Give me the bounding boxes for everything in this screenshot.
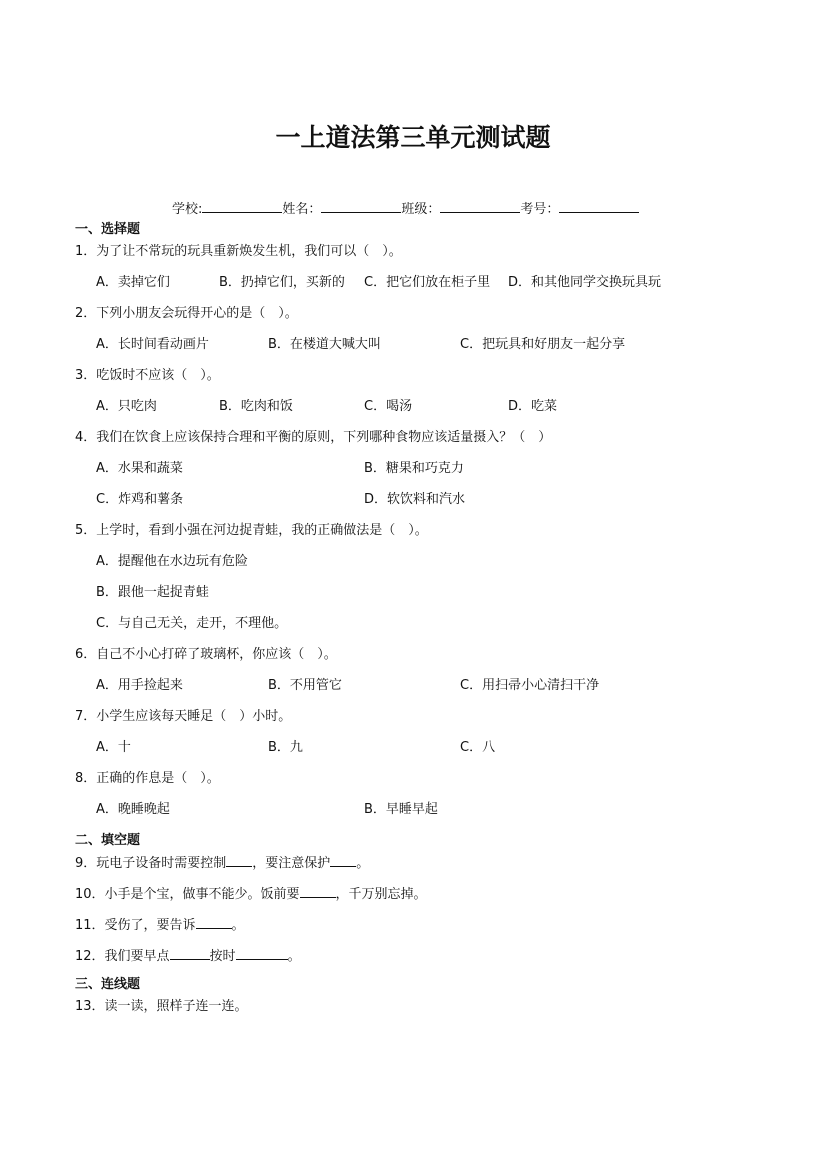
question-13: 13．读一读，照样子连一连。 bbox=[75, 999, 248, 1014]
answer-blank[interactable] bbox=[236, 946, 288, 960]
text: 按时 bbox=[209, 949, 236, 964]
option: C．把玩具和好朋友一起分享 bbox=[460, 337, 626, 352]
option: A．十 bbox=[96, 740, 131, 755]
option: B．跟他一起捉青蛙 bbox=[96, 585, 209, 600]
text: ，千万别忘掉。 bbox=[335, 887, 427, 902]
option: D．和其他同学交换玩具玩 bbox=[508, 275, 662, 290]
question-4: 4．我们在饮食上应该保持合理和平衡的原则，下列哪种食物应该适量摄入？（ ） bbox=[75, 430, 552, 445]
question-5: 5．上学时，看到小强在河边捉青蛙，我的正确做法是（ ）。 bbox=[75, 523, 428, 538]
option: C．用扫帚小心清扫干净 bbox=[460, 678, 600, 693]
option: B．在楼道大喊大叫 bbox=[268, 337, 381, 352]
question-8: 8．正确的作息是（ ）。 bbox=[75, 771, 220, 786]
class-field[interactable] bbox=[440, 199, 520, 213]
option: A．晚睡晚起 bbox=[96, 802, 170, 817]
option: A．提醒他在水边玩有危险 bbox=[96, 554, 248, 569]
text: 11．受伤了，要告诉 bbox=[75, 918, 196, 933]
option: B．不用管它 bbox=[268, 678, 342, 693]
answer-blank[interactable] bbox=[300, 884, 336, 898]
question-6: 6．自己不小心打碎了玻璃杯，你应该（ ）。 bbox=[75, 647, 337, 662]
exam-no-field[interactable] bbox=[559, 199, 639, 213]
school-label: 学校: bbox=[172, 202, 203, 217]
text: 12．我们要早点 bbox=[75, 949, 170, 964]
option: C．炸鸡和薯条 bbox=[96, 492, 184, 507]
option: A．只吃肉 bbox=[96, 399, 157, 414]
option: D．吃菜 bbox=[508, 399, 558, 414]
question-3: 3．吃饭时不应该（ ）。 bbox=[75, 368, 220, 383]
answer-blank[interactable] bbox=[330, 853, 356, 867]
name-label: 姓名： bbox=[282, 202, 322, 217]
section-heading: 二、填空题 bbox=[75, 833, 141, 848]
question-1: 1．为了让不常玩的玩具重新焕发生机，我们可以（ ）。 bbox=[75, 244, 402, 259]
option: A．长时间看动画片 bbox=[96, 337, 209, 352]
answer-blank[interactable] bbox=[170, 946, 210, 960]
question-7: 7．小学生应该每天睡足（ ）小时。 bbox=[75, 709, 292, 724]
option: C．八 bbox=[460, 740, 496, 755]
class-label: 班级： bbox=[401, 202, 441, 217]
option: C．把它们放在柜子里 bbox=[364, 275, 491, 290]
name-field[interactable] bbox=[321, 199, 401, 213]
question-12 bbox=[75, 946, 301, 966]
text: 10．小手是个宝，做事不能少。饭前要 bbox=[75, 887, 300, 902]
option: C．与自己无关，走开，不理他。 bbox=[96, 616, 288, 631]
text: 9．玩电子设备时需要控制 bbox=[75, 856, 227, 871]
option: D．软饮料和汽水 bbox=[364, 492, 466, 507]
option: C．喝汤 bbox=[364, 399, 413, 414]
option: B．早睡早起 bbox=[364, 802, 438, 817]
answer-blank[interactable] bbox=[196, 915, 232, 929]
school-field[interactable] bbox=[202, 199, 282, 213]
student-info-row bbox=[172, 199, 639, 219]
text: 。 bbox=[356, 856, 370, 871]
option: B．糖果和巧克力 bbox=[364, 461, 464, 476]
answer-blank[interactable] bbox=[226, 853, 252, 867]
option: B．扔掉它们，买新的 bbox=[219, 275, 345, 290]
option: A．用手捡起来 bbox=[96, 678, 183, 693]
option: B．吃肉和饭 bbox=[219, 399, 293, 414]
question-2: 2．下列小朋友会玩得开心的是（ ）。 bbox=[75, 306, 298, 321]
option: A．卖掉它们 bbox=[96, 275, 170, 290]
section-heading: 一、选择题 bbox=[75, 222, 141, 237]
option: B．九 bbox=[268, 740, 303, 755]
text: 。 bbox=[287, 949, 301, 964]
text: 。 bbox=[231, 918, 245, 933]
question-10 bbox=[75, 884, 427, 904]
section-heading: 三、连线题 bbox=[75, 977, 141, 992]
page-title: 一上道法第三单元测试题 bbox=[275, 123, 551, 152]
exam-no-label: 考号： bbox=[520, 202, 560, 217]
question-9 bbox=[75, 853, 369, 873]
option: A．水果和蔬菜 bbox=[96, 461, 183, 476]
question-11 bbox=[75, 915, 245, 935]
text: ，要注意保护 bbox=[252, 856, 331, 871]
